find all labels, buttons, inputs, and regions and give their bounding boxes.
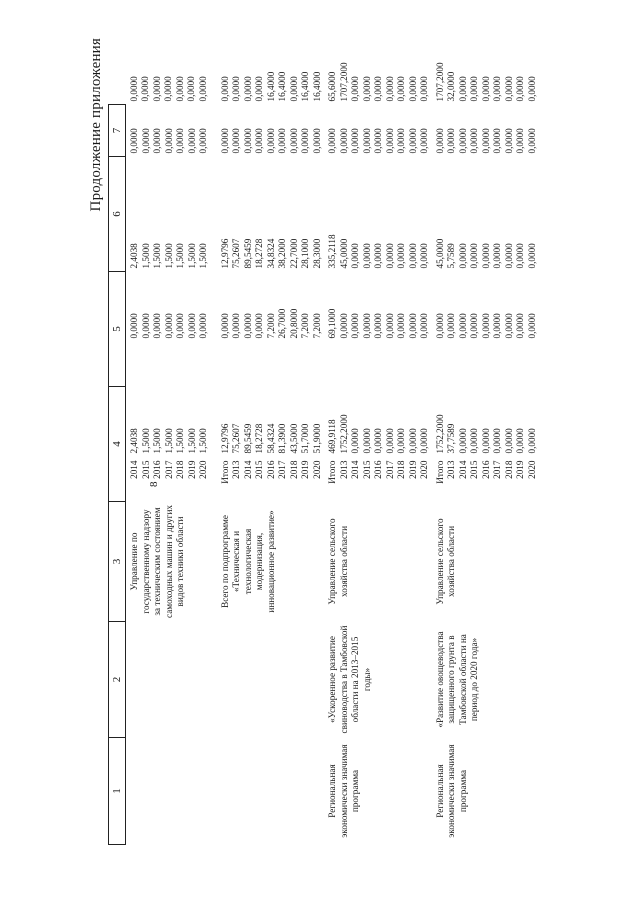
value: 0,0000 <box>480 76 491 102</box>
value: 0,0000 <box>492 313 502 339</box>
value: 0,0000 <box>384 428 395 454</box>
col7-cell <box>126 105 210 157</box>
header-col-5: 5 <box>109 272 126 387</box>
value: 34,8324 <box>265 238 276 269</box>
value: 0,0000 <box>457 76 468 102</box>
value: 0,0000 <box>503 313 514 339</box>
value: 0,0000 <box>480 243 491 269</box>
value: 75,2607 <box>231 238 241 269</box>
value: 0,0000 <box>242 76 253 102</box>
value: 0,0000 <box>231 128 241 154</box>
value: 0,0000 <box>503 76 514 102</box>
value: 0,0000 <box>231 313 241 339</box>
value: 1752,2000 <box>338 414 349 454</box>
value: 0,0000 <box>407 76 418 102</box>
value: 89,5459 <box>242 423 253 454</box>
value: 38,2000 <box>277 238 287 269</box>
value: 1752,2000 <box>434 414 445 454</box>
year-label: 2017 <box>492 460 502 479</box>
program-row <box>323 35 431 845</box>
value: 0,0000 <box>396 76 406 102</box>
value: 26,7000 <box>277 308 287 339</box>
value: 0,0000 <box>526 76 537 102</box>
value: 16,4000 <box>265 71 276 102</box>
value: 18,2728 <box>254 423 264 454</box>
spacer <box>210 342 324 387</box>
value: 1,5000 <box>186 243 197 269</box>
year-label: 2016 <box>373 460 383 479</box>
col6-cell <box>431 227 539 272</box>
value: 0,0000 <box>446 313 456 339</box>
value: 0,0000 <box>288 76 299 102</box>
value: 0,0000 <box>503 243 514 269</box>
value: 0,0000 <box>174 76 185 102</box>
value: 0,0000 <box>219 128 230 154</box>
value: 0,0000 <box>152 128 162 154</box>
value: 0,0000 <box>419 313 429 339</box>
value: 0,0000 <box>242 128 253 154</box>
program-name-cell: «Ускоренное развитие свиноводства в Тамбовской области на 2013–2015 годы» <box>327 625 372 734</box>
value: 0,0000 <box>419 428 429 454</box>
program-row <box>431 35 539 845</box>
value: 12,9796 <box>219 423 230 454</box>
value: 0,0000 <box>526 243 537 269</box>
value: 0,0000 <box>311 128 322 154</box>
value: 0,0000 <box>129 313 139 339</box>
value: 0,0000 <box>254 313 264 339</box>
value: 7,2000 <box>311 313 322 339</box>
value: 0,0000 <box>361 76 372 102</box>
value: 12,9796 <box>219 238 230 269</box>
value: 0,0000 <box>242 313 253 339</box>
value: 69,1000 <box>327 308 337 339</box>
value: 1,5000 <box>152 428 162 454</box>
program-type-cell <box>126 738 210 845</box>
value: 0,0000 <box>480 128 491 154</box>
value: 0,0000 <box>186 76 196 102</box>
col8-cell <box>431 35 539 105</box>
program-type-cell: Региональная экономически значимая программа <box>434 744 468 838</box>
value: 0,0000 <box>492 76 502 102</box>
value: 0,0000 <box>407 428 418 454</box>
value: 0,0000 <box>480 313 491 339</box>
value: 1,5000 <box>163 428 174 454</box>
year-label: 2017 <box>163 460 174 479</box>
value: 0,0000 <box>198 128 208 154</box>
year-label: 2016 <box>265 460 276 479</box>
value: 0,0000 <box>300 128 310 154</box>
year-label: 2019 <box>300 460 310 479</box>
value: 0,0000 <box>419 76 429 102</box>
value: 1,5000 <box>152 243 162 269</box>
value: 0,0000 <box>446 128 456 154</box>
year-cell <box>323 457 431 502</box>
value: 0,0000 <box>492 128 502 154</box>
value: 0,0000 <box>254 128 264 154</box>
value: 0,0000 <box>231 76 241 102</box>
value: 0,0000 <box>396 128 406 154</box>
value: 51,7000 <box>300 423 310 454</box>
value: 0,0000 <box>396 428 406 454</box>
col5-cell <box>210 272 324 342</box>
value: 0,0000 <box>526 128 537 154</box>
value: 45,0000 <box>338 238 349 269</box>
value: 0,0000 <box>373 76 383 102</box>
col8-cell <box>126 35 210 105</box>
spacer <box>126 342 210 387</box>
value: 0,0000 <box>151 76 162 102</box>
spacer <box>323 342 431 387</box>
col5-cell <box>126 272 210 342</box>
col7-cell <box>323 105 431 157</box>
year-label: 2016 <box>152 460 162 479</box>
col4-cell <box>323 387 431 457</box>
value: 0,0000 <box>265 128 276 154</box>
spacer <box>126 157 210 227</box>
value: 58,4324 <box>265 423 276 454</box>
year-label: 2017 <box>277 460 287 479</box>
value: 0,0000 <box>384 76 395 102</box>
col4-cell <box>431 387 539 457</box>
year-cell <box>210 457 324 502</box>
year-label: 2014 <box>129 460 139 479</box>
value: 0,0000 <box>526 313 537 339</box>
value: 0,0000 <box>288 128 299 154</box>
value: 0,0000 <box>197 76 208 102</box>
value: 2,4038 <box>129 428 139 454</box>
value: 81,3900 <box>277 423 287 454</box>
value: 0,0000 <box>140 76 150 102</box>
col6-cell <box>126 227 210 272</box>
value: 16,4000 <box>300 71 310 102</box>
value: 0,0000 <box>373 243 383 269</box>
value: 335,2118 <box>327 234 337 269</box>
year-label: 2013 <box>338 460 349 479</box>
value: 0,0000 <box>407 243 418 269</box>
spacer <box>431 157 539 227</box>
value: 1,5000 <box>175 243 185 269</box>
program-name-cell <box>210 622 324 738</box>
value: 89,5459 <box>242 238 253 269</box>
value: 0,0000 <box>361 428 372 454</box>
header-col-2: 2 <box>109 622 126 738</box>
value: 0,0000 <box>492 243 502 269</box>
program-type-cell <box>210 738 324 845</box>
col7-cell <box>431 105 539 157</box>
col5-cell <box>323 272 431 342</box>
executor-cell: Управление сельского хозяйства области <box>327 518 349 605</box>
value: 1,5000 <box>175 428 185 454</box>
value: 0,0000 <box>186 313 197 339</box>
executor-cell: Всего по подпрограмме «Техническая и технологическая модернизация, инновационное развитие» <box>219 510 276 613</box>
value: 0,0000 <box>361 313 372 339</box>
value: 0,0000 <box>373 313 383 339</box>
value: 16,4000 <box>277 71 287 102</box>
header-col-3: 3 <box>109 502 126 622</box>
value: 0,0000 <box>198 313 208 339</box>
col6-cell <box>323 227 431 272</box>
year-label: 2014 <box>457 460 468 479</box>
header-col-4: 4 <box>109 387 126 502</box>
continuation-label: Продолжение приложения <box>88 38 104 212</box>
value: 65,6000 <box>327 71 337 102</box>
value: 1,5000 <box>140 428 151 454</box>
program-row <box>210 35 324 845</box>
value: 0,0000 <box>350 128 360 154</box>
value: 37,7589 <box>446 423 456 454</box>
value: 0,0000 <box>457 313 468 339</box>
value: 0,0000 <box>350 76 360 102</box>
executor-cell: Управление по государственному надзору за техническим состоянием самоходных машин и других видов техники области <box>129 505 185 618</box>
value: 0,0000 <box>492 428 502 454</box>
value: 0,0000 <box>338 128 349 154</box>
value: 0,0000 <box>469 128 479 154</box>
year-label: Итого <box>327 460 337 484</box>
year-cell <box>431 457 539 502</box>
col8-cell <box>323 35 431 105</box>
value: 469,9118 <box>327 419 337 454</box>
year-label: 2015 <box>361 460 372 479</box>
value: 0,0000 <box>457 428 468 454</box>
spacer <box>323 157 431 227</box>
year-label: 2015 <box>469 460 479 479</box>
value: 1,5000 <box>140 243 151 269</box>
value: 0,0000 <box>515 243 525 269</box>
year-label: 2019 <box>515 460 525 479</box>
value: 0,0000 <box>384 128 395 154</box>
executor-cell: Управление сельского хозяйства области <box>434 518 456 605</box>
value: 28,3000 <box>311 238 322 269</box>
value: 1707,2000 <box>338 62 349 102</box>
value: 16,4000 <box>311 71 322 102</box>
value: 0,0000 <box>515 313 525 339</box>
value: 1707,2000 <box>434 62 445 102</box>
year-label: 2018 <box>396 460 406 479</box>
value: 7,2000 <box>265 313 276 339</box>
value: 75,2607 <box>231 423 241 454</box>
value: 45,0000 <box>434 238 445 269</box>
value: 2,4038 <box>129 243 139 269</box>
year-label: 2020 <box>419 460 429 479</box>
year-label: 2014 <box>350 460 360 479</box>
col7-cell <box>210 105 324 157</box>
year-label: 2015 <box>140 460 151 479</box>
funding-table <box>108 35 538 845</box>
year-label: 2018 <box>175 460 185 479</box>
header-col-1: 1 <box>109 738 126 845</box>
value: 0,0000 <box>469 76 479 102</box>
page-number: 8 <box>148 481 160 487</box>
value: 0,0000 <box>515 76 525 102</box>
program-type-cell: Региональная экономически значимая программа <box>327 744 360 838</box>
value: 0,0000 <box>407 313 418 339</box>
value: 0,0000 <box>350 243 360 269</box>
year-label: 2019 <box>186 460 197 479</box>
value: 0,0000 <box>338 313 349 339</box>
year-label: 2013 <box>446 460 456 479</box>
value: 0,0000 <box>175 313 185 339</box>
col4-cell <box>210 387 324 457</box>
value: 0,0000 <box>396 243 406 269</box>
value: 0,0000 <box>384 313 395 339</box>
value: 0,0000 <box>503 428 514 454</box>
value: 0,0000 <box>128 76 139 102</box>
value: 0,0000 <box>526 428 537 454</box>
spacer <box>431 342 539 387</box>
value: 0,0000 <box>373 428 383 454</box>
value: 0,0000 <box>434 313 445 339</box>
value: 0,0000 <box>350 313 360 339</box>
year-label: 2017 <box>384 460 395 479</box>
value: 7,2000 <box>300 313 310 339</box>
value: 51,9000 <box>311 423 322 454</box>
value: 0,0000 <box>163 313 174 339</box>
year-label: 2014 <box>242 460 253 479</box>
value: 0,0000 <box>407 128 418 154</box>
value: 1,5000 <box>163 243 174 269</box>
value: 1,5000 <box>198 243 208 269</box>
value: 0,0000 <box>515 128 525 154</box>
value: 0,0000 <box>327 128 337 154</box>
value: 0,0000 <box>384 243 395 269</box>
year-label: 2013 <box>231 460 241 479</box>
value: 0,0000 <box>219 76 230 102</box>
col8-cell <box>210 35 324 105</box>
value: 0,0000 <box>457 243 468 269</box>
value: 5,7589 <box>446 243 456 269</box>
value: 0,0000 <box>152 313 162 339</box>
year-label: 2020 <box>526 460 537 479</box>
header-col-6: 6 <box>109 157 126 272</box>
program-name-cell: «Развитие овощеводства защищенного грунта в Тамбовской области на период до 2020 года» <box>434 631 479 728</box>
value: 32,0000 <box>446 71 456 102</box>
value: 0,0000 <box>277 128 287 154</box>
year-cell <box>126 457 210 502</box>
header-row <box>109 35 126 845</box>
value: 22,7000 <box>288 238 299 269</box>
value: 43,5000 <box>288 423 299 454</box>
value: 0,0000 <box>175 128 185 154</box>
value: 0,0000 <box>163 128 174 154</box>
value: 0,0000 <box>503 128 514 154</box>
value: 0,0000 <box>515 428 525 454</box>
value: 0,0000 <box>140 128 151 154</box>
value: 0,0000 <box>419 128 429 154</box>
col6-cell <box>210 227 324 272</box>
value: 0,0000 <box>254 76 264 102</box>
value: 0,0000 <box>163 76 173 102</box>
value: 0,0000 <box>219 313 230 339</box>
program-name-cell <box>126 622 210 738</box>
value: 0,0000 <box>186 128 197 154</box>
value: 28,1000 <box>300 238 310 269</box>
header-col-7: 7 <box>109 105 126 157</box>
year-label: 2016 <box>480 460 491 479</box>
value: 1,5000 <box>186 428 197 454</box>
year-label: 2020 <box>198 460 208 479</box>
year-label: 2015 <box>254 460 264 479</box>
value: 18,2728 <box>254 238 264 269</box>
year-label: 2019 <box>407 460 418 479</box>
spacer <box>210 157 324 227</box>
value: 0,0000 <box>373 128 383 154</box>
program-row <box>126 35 210 845</box>
value: 0,0000 <box>469 313 479 339</box>
value: 0,0000 <box>457 128 468 154</box>
value: 0,0000 <box>419 243 429 269</box>
value: 0,0000 <box>129 128 139 154</box>
value: 0,0000 <box>480 428 491 454</box>
year-label: Итого <box>434 460 445 484</box>
year-label: Итого <box>219 460 230 484</box>
value: 0,0000 <box>140 313 151 339</box>
value: 1,5000 <box>198 428 208 454</box>
year-label: 2018 <box>503 460 514 479</box>
year-label: 2020 <box>311 460 322 479</box>
value: 0,0000 <box>361 128 372 154</box>
value: 0,0000 <box>434 128 445 154</box>
value: 0,0000 <box>396 313 406 339</box>
col5-cell <box>431 272 539 342</box>
value: 0,0000 <box>469 243 479 269</box>
value: 0,0000 <box>350 428 360 454</box>
year-label: 2018 <box>288 460 299 479</box>
col4-cell <box>126 387 210 457</box>
value: 0,0000 <box>469 428 479 454</box>
value: 0,0000 <box>361 243 372 269</box>
value: 20,8000 <box>288 308 299 339</box>
